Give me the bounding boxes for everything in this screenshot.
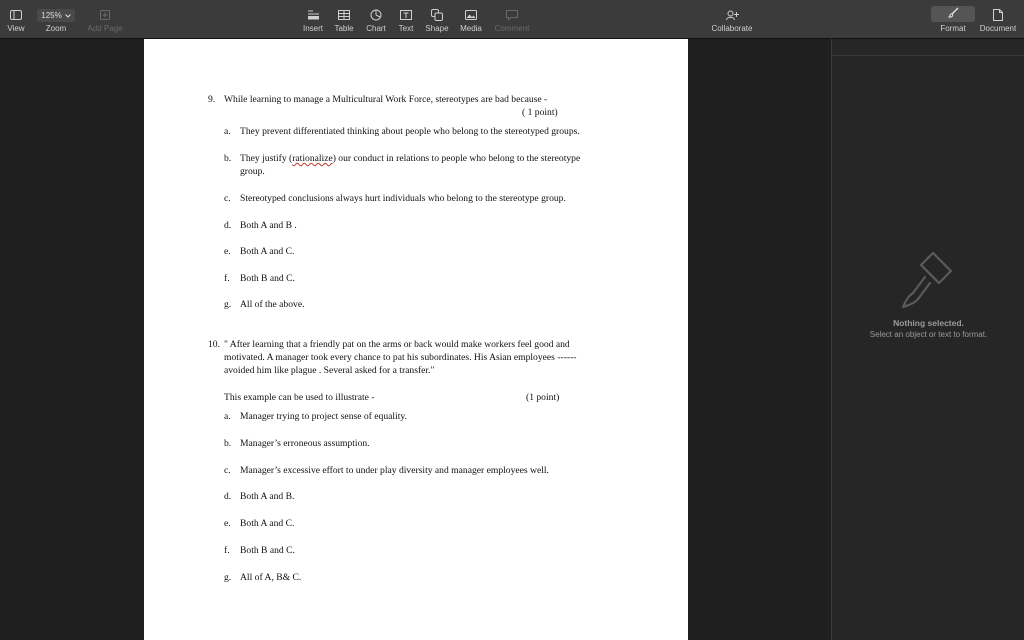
- format-button-background: [931, 6, 975, 22]
- add-page-icon: [100, 6, 110, 24]
- document-icon: [993, 6, 1003, 24]
- q10-option-letter: b.: [224, 438, 232, 449]
- comment-button[interactable]: [492, 6, 532, 36]
- chart-label: Chart: [366, 24, 386, 33]
- q10-option-text: Manager trying to project sense of equality.: [240, 411, 407, 422]
- chevron-down-icon: [65, 11, 71, 20]
- format-button[interactable]: [931, 6, 975, 36]
- collaborate-icon: [726, 6, 739, 24]
- paintbrush-icon: [948, 5, 959, 23]
- q10-option-letter: g.: [224, 572, 232, 583]
- format-label: Format: [940, 24, 966, 33]
- q10-illustrate-text: This example can be used to illustrate -: [224, 392, 375, 403]
- document-button[interactable]: [977, 6, 1019, 36]
- paintbrush-icon: [899, 245, 959, 311]
- zoom-value: 125%: [41, 11, 62, 20]
- insert-label: Insert: [302, 24, 323, 33]
- q10-option-text: Manager’s excessive effort to under play diversity and manager employees well.: [240, 465, 549, 476]
- view-label: View: [7, 24, 25, 33]
- q9-points: ( 1 point): [522, 107, 558, 118]
- text-box-icon: [400, 6, 412, 24]
- document-page[interactable]: [144, 39, 688, 640]
- q10-option-letter: f.: [224, 545, 230, 556]
- zoom-select[interactable]: [37, 9, 75, 22]
- text-button[interactable]: [395, 6, 417, 36]
- document-label: Document: [979, 24, 1017, 33]
- insert-button[interactable]: [300, 6, 326, 36]
- q10-option-text: All of A, B& C.: [240, 572, 302, 583]
- add-page-button[interactable]: [85, 6, 125, 36]
- collaborate-label: Collaborate: [711, 24, 753, 33]
- media-icon: [465, 6, 477, 24]
- view-button[interactable]: [5, 6, 27, 36]
- q9-text: While learning to manage a Multicultural Work Force, stereotypes are bad because -: [224, 94, 548, 105]
- q9-option-letter: d.: [224, 220, 232, 231]
- q10-option-letter: d.: [224, 491, 232, 502]
- add-page-label: Add Page: [87, 24, 123, 33]
- shape-button[interactable]: [424, 6, 450, 36]
- q10-option-letter: a.: [224, 411, 231, 422]
- q10-option-text: Both A and C.: [240, 518, 295, 529]
- q10-number: 10.: [208, 339, 220, 350]
- sidebar-icon: [10, 6, 22, 24]
- media-button[interactable]: [458, 6, 484, 36]
- q9-option-text: Both A and C.: [240, 246, 295, 257]
- comment-icon: [506, 6, 518, 24]
- nothing-selected-title: Nothing selected.: [893, 318, 964, 328]
- comment-label: Comment: [494, 24, 530, 33]
- spelling-flagged-word: rationalize: [292, 153, 333, 164]
- q10-option-text: Manager’s erroneous assumption.: [240, 438, 370, 449]
- q10-text-line: motivated. A manager took every chance to pat his subordinates. His Asian employees ------: [224, 352, 577, 363]
- collaborate-button[interactable]: [706, 6, 758, 36]
- shape-label: Shape: [425, 24, 449, 33]
- zoom-label: Zoom: [45, 24, 67, 33]
- nothing-selected-subtitle: Select an object or text to format.: [869, 330, 988, 339]
- q9-option-text: Both B and C.: [240, 273, 295, 284]
- q9-option-text: All of the above.: [240, 299, 305, 310]
- q9-option-letter: g.: [224, 299, 232, 310]
- q9-option-letter: b.: [224, 153, 232, 164]
- q9-option-text: Stereotyped conclusions always hurt individuals who belong to the stereotype group.: [240, 193, 566, 204]
- q10-option-text: Both A and B.: [240, 491, 295, 502]
- q9-option-letter: f.: [224, 273, 230, 284]
- q9-option-letter: c.: [224, 193, 231, 204]
- q10-points: (1 point): [526, 392, 560, 403]
- q9-option-text: Both A and B .: [240, 220, 297, 231]
- zoom-control[interactable]: [36, 6, 76, 36]
- q10-text-line: " After learning that a friendly pat on the arms or back would make workers feel good and: [224, 339, 570, 350]
- q10-option-letter: c.: [224, 465, 231, 476]
- q9-option-b-post: ) our conduct in relations to people who belong to the stereotype: [332, 153, 581, 164]
- format-inspector: [831, 39, 1024, 640]
- chart-button[interactable]: [365, 6, 387, 36]
- q9-option-text: They prevent differentiated thinking about people who belong to the stereotyped groups.: [240, 126, 580, 137]
- inspector-divider: [832, 55, 1024, 56]
- table-icon: [338, 6, 350, 24]
- q9-option-letter: e.: [224, 246, 231, 257]
- text-label: Text: [398, 24, 414, 33]
- q9-number: 9.: [208, 94, 216, 105]
- media-label: Media: [460, 24, 482, 33]
- q9-option-text-continued: group.: [240, 166, 265, 177]
- insert-icon: [308, 6, 319, 24]
- q9-option-letter: a.: [224, 126, 231, 137]
- q9-option-text: [240, 153, 580, 164]
- q10-text-line: avoided him like plague . Several asked for a transfer.": [224, 365, 435, 376]
- q10-option-text: Both B and C.: [240, 545, 295, 556]
- toolbar: [0, 0, 1024, 39]
- chart-icon: [370, 6, 382, 24]
- table-label: Table: [334, 24, 354, 33]
- table-button[interactable]: [333, 6, 355, 36]
- q9-option-b-pre: They justify (: [240, 153, 293, 164]
- q10-option-letter: e.: [224, 518, 231, 529]
- shape-icon: [431, 6, 443, 24]
